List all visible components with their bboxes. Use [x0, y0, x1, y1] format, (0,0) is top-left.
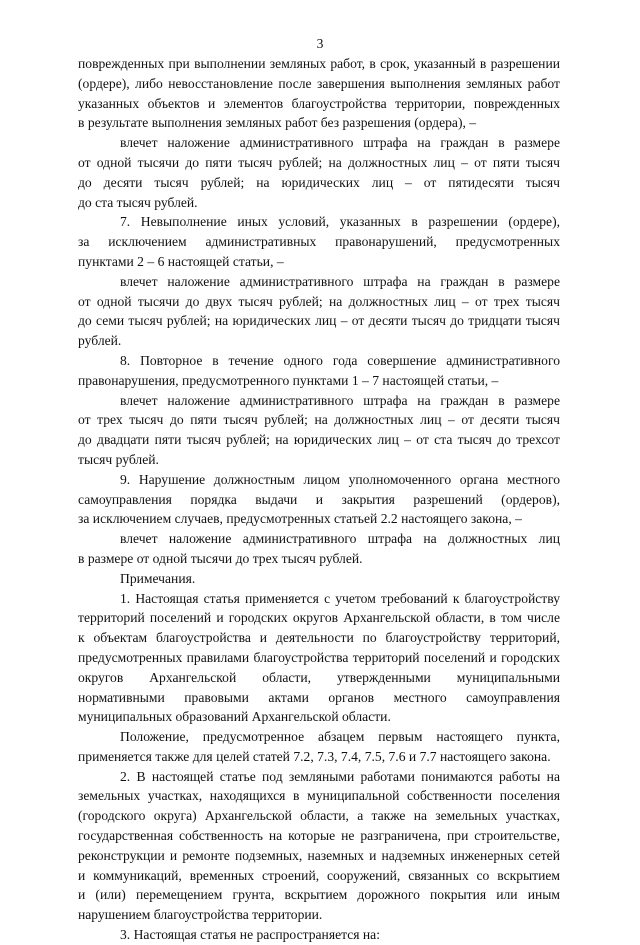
text-line: предусмотренных правилами благоустройства территорий поселений и городских: [78, 649, 560, 665]
text-line: пунктами 2 – 6 настоящей статьи, –: [78, 253, 284, 269]
text-line: округов Архангельской области, утвержденными муниципальными: [78, 669, 560, 685]
text-line: самоуправления порядка выдачи и закрытия разрешений (ордеров),: [78, 491, 560, 507]
text-line: указанных объектов и элементов благоустройства территории, поврежденных: [78, 95, 560, 111]
text-line: 2. В настоящей статье под земляными работами понимаются работы на: [120, 768, 560, 784]
text-line: 9. Нарушение должностным лицом уполномоченного органа местного: [120, 471, 560, 487]
text-line: тысяч рублей.: [78, 451, 159, 467]
text-line: (ордере), либо невосстановление после завершения выполнения земляных работ: [78, 75, 560, 91]
text-line: земельных участках, находящихся в муниципальной собственности поселения: [78, 788, 560, 804]
text-line: 7. Невыполнение иных условий, указанных в разрешении (ордере),: [120, 214, 560, 230]
text-line: к объектам благоустройства и деятельности по благоустройству территорий,: [78, 630, 560, 646]
text-line: Положение, предусмотренное абзацем первым настоящего пункта,: [120, 729, 560, 745]
text-line: реконструкции и ремонте подземных, наземных и надземных инженерных сетей: [78, 847, 560, 863]
text-line: нормативными правовыми актами органов местного самоуправления: [78, 689, 560, 705]
text-line: применяется также для целей статей 7.2, 7.3, 7.4, 7.5, 7.6 и 7.7 настоящего закона.: [78, 748, 551, 764]
text-line: (городского округа) Архангельской области, а также на земельных участках,: [78, 808, 560, 824]
page-number: 3: [316, 36, 324, 51]
text-line: влечет наложение административного штрафа на граждан в размере: [120, 273, 560, 289]
text-line: поврежденных при выполнении земляных работ, в срок, указанный в разрешении: [78, 56, 560, 71]
text-line: за исключением административных правонарушений, предусмотренных: [78, 234, 560, 250]
text-line: влечет наложение административного штрафа на граждан в размере: [120, 392, 560, 408]
text-line: от трех тысяч до пяти тысяч рублей; на должностных лиц – от десяти тысяч: [78, 412, 560, 428]
text-line: муниципальных образований Архангельской области.: [78, 709, 391, 725]
text-line: 3. Настоящая статья не распространяется на:: [120, 927, 380, 943]
text-line: до ста тысяч рублей.: [78, 194, 198, 210]
text-line: территорий поселений и городских округов Архангельской области, в том числе: [78, 610, 560, 626]
text-line: Примечания.: [120, 570, 196, 586]
text-line: от одной тысячи до двух тысяч рублей; на должностных лиц – от трех тысяч: [78, 293, 560, 309]
text-line: государственная собственность на которые не разграничена, при строительстве,: [78, 828, 560, 844]
text-line: до десяти тысяч рублей; на юридических лиц – от пятидесяти тысяч: [78, 174, 560, 190]
text-line: и (или) перемещением грунта, вскрытием дорожного покрытия или иным: [78, 887, 560, 903]
text-line: до семи тысяч рублей; на юридических лиц – от десяти тысяч до тридцати тысяч: [78, 313, 560, 329]
text-line: правонарушения, предусмотренного пунктами 1 – 7 настоящей статьи, –: [78, 372, 499, 388]
text-line: от одной тысячи до пяти тысяч рублей; на должностных лиц – от пяти тысяч: [78, 154, 560, 170]
text-line: за исключением случаев, предусмотренных статьей 2.2 настоящего закона, –: [78, 511, 522, 527]
text-line: в размере от одной тысячи до трех тысяч рублей.: [78, 550, 363, 566]
text-line: нарушением благоустройства территории.: [78, 907, 323, 923]
text-line: влечет наложение административного штрафа на должностных лиц: [120, 531, 560, 547]
text-line: влечет наложение административного штрафа на граждан в размере: [120, 135, 560, 151]
text-line: в результате выполнения земляных работ без разрешения (ордера), –: [78, 115, 477, 131]
text-line: 1. Настоящая статья применяется с учетом требований к благоустройству: [120, 590, 560, 606]
text-line: до двадцати пяти тысяч рублей; на юридических лиц – от ста тысяч до трехсот: [78, 432, 560, 448]
text-line: 8. Повторное в течение одного года совершение административного: [120, 352, 560, 368]
text-line: и коммуникаций, временных строений, сооружений, связанных со вскрытием: [78, 867, 560, 883]
text-line: рублей.: [78, 333, 122, 349]
document-body: [78, 54, 560, 945]
